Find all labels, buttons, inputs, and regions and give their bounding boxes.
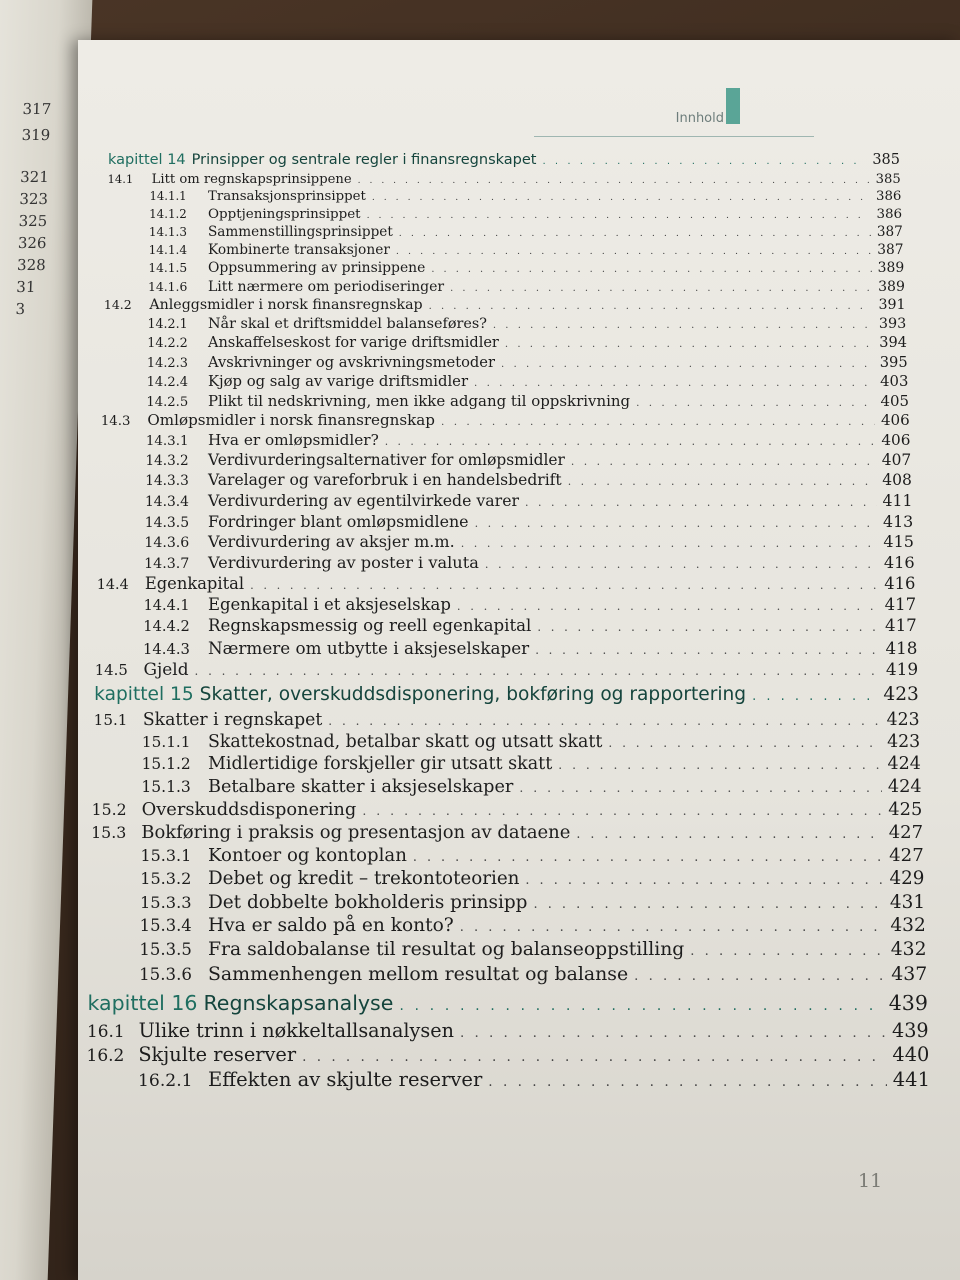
toc-page-number: 391: [878, 297, 906, 314]
toc-entry: [141, 845, 924, 866]
toc-leader: [460, 920, 885, 935]
toc-title: Verdivurdering av aksjer m.m.: [207, 532, 455, 552]
toc-entry: [147, 373, 909, 390]
toc-number: 14.1.4: [148, 243, 188, 258]
toc-leader: [634, 969, 885, 984]
toc-leader: [535, 643, 879, 657]
toc-page-number: 429: [889, 868, 925, 890]
toc-number: kapittel 16: [87, 990, 198, 1015]
toc-entry: [149, 242, 904, 258]
left-page-number: 31: [16, 278, 36, 296]
toc-title: Anskaffelseskost for varige driftsmidler: [207, 334, 499, 351]
toc-title: Effekten av skjulte reserver: [208, 1067, 483, 1091]
toc-leader: [525, 873, 883, 888]
toc-number: 14.3.5: [144, 514, 190, 531]
toc-entry: [148, 260, 904, 276]
toc-page-number: 417: [884, 594, 917, 614]
left-page-number: 3: [15, 300, 26, 318]
toc-page-number: 440: [892, 1043, 930, 1067]
toc-entry: [138, 1068, 930, 1091]
toc-title: Omløpsmidler i norsk finansregnskap: [147, 411, 435, 430]
toc-leader: [558, 758, 881, 772]
toc-title: Kjøp og salg av varige driftsmidler: [207, 372, 469, 390]
toc-leader: [429, 301, 873, 312]
toc-entry: [104, 297, 906, 313]
toc-entry: [94, 710, 920, 730]
toc-leader: [519, 781, 882, 795]
toc-entry: [144, 553, 915, 572]
toc-title: Skjulte reserver: [138, 1043, 297, 1067]
toc-leader: [362, 803, 882, 818]
toc-page-number: 406: [881, 431, 911, 450]
toc-entry: [142, 754, 921, 774]
toc-page-number: 386: [876, 189, 902, 205]
toc-title: Hva er saldo på en konto?: [207, 915, 454, 937]
toc-page-number: 406: [880, 411, 910, 430]
toc-leader: [399, 228, 871, 239]
toc-page-number: 385: [872, 152, 900, 168]
toc-number: 15.3: [91, 823, 127, 843]
toc-page-number: 394: [879, 334, 907, 351]
toc-leader: [568, 475, 877, 488]
toc-leader: [250, 578, 878, 592]
toc-entry: [147, 316, 906, 332]
toc-title: Kombinerte transaksjoner: [207, 242, 390, 259]
toc-number: 16.2.1: [138, 1070, 193, 1091]
toc-number: 14.2.3: [146, 355, 188, 371]
toc-entry: [146, 451, 912, 469]
toc-page-number: 389: [877, 260, 905, 277]
toc-number: 15.1: [93, 710, 128, 729]
toc-entry: [87, 1019, 929, 1042]
toc-leader: [328, 714, 880, 728]
toc-number: 15.3.2: [140, 869, 192, 889]
toc-entry: [95, 659, 918, 679]
toc-entry: [101, 411, 910, 429]
toc-title: Avskrivninger og avskrivningsmetoder: [207, 353, 495, 371]
toc-title: Verdivurderingsalternativer for omløpsmidler: [207, 450, 565, 469]
toc-chapter: [88, 991, 928, 1015]
toc-entry: [149, 189, 901, 204]
toc-number: 14.4.2: [143, 618, 190, 636]
toc-leader: [493, 320, 873, 331]
toc-title: Midlertidige forskjeller gir utsatt skatt: [207, 754, 553, 775]
toc-page-number: 395: [879, 353, 908, 371]
toc-entry: [92, 799, 923, 820]
toc-leader: [608, 736, 881, 750]
toc-title: Regnskapsmessig og reell egenkapital: [207, 616, 532, 636]
toc-leader: [752, 689, 877, 704]
toc-title: Nærmere om utbytte i aksjeselskaper: [207, 637, 530, 658]
toc-number: 14.1.3: [148, 225, 187, 240]
toc-number: 15.2: [91, 800, 127, 820]
toc-title: Egenkapital: [144, 573, 245, 593]
toc-title: Regnskapsanalyse: [203, 990, 394, 1015]
toc-entry: [87, 1043, 930, 1066]
toc-entry: [140, 915, 926, 936]
toc-entry: [147, 354, 908, 371]
toc-number: kapittel 15: [94, 684, 194, 706]
toc-number: 14.3.2: [145, 452, 189, 469]
toc-leader: [450, 283, 872, 294]
toc-number: 14.2.2: [147, 335, 188, 351]
toc-entry: [140, 892, 925, 913]
toc-leader: [542, 156, 866, 167]
toc-page-number: 437: [891, 962, 928, 985]
toc-leader: [367, 210, 871, 221]
toc-page-number: 423: [886, 709, 920, 730]
toc-page-number: 393: [878, 315, 907, 332]
toc-leader: [505, 339, 873, 350]
left-page-number: 317: [22, 100, 52, 118]
toc-number: 14.2.4: [146, 374, 189, 390]
toc-page-number: 423: [883, 684, 919, 706]
book-page: [78, 40, 960, 1280]
toc-number: 16.1: [87, 1020, 125, 1041]
toc-title: Egenkapital i et aksjeselskap: [207, 594, 451, 614]
toc-number: 15.1.2: [141, 755, 191, 774]
toc-number: 14.3.3: [145, 473, 189, 490]
toc-number: kapittel 14: [108, 152, 186, 168]
toc-title: Oppsummering av prinsippene: [207, 260, 426, 277]
toc-entry: [144, 532, 914, 551]
toc-number: 14.5: [94, 661, 128, 680]
toc-entry: [139, 963, 927, 985]
toc-title: Sammenstillingsprinsippet: [207, 224, 393, 241]
toc-title: Transaksjonsprinsippet: [207, 189, 366, 205]
toc-page-number: 432: [890, 915, 926, 937]
toc-title: Skatter, overskuddsdisponering, bokføring og rapportering: [199, 684, 747, 706]
toc-page-number: 417: [885, 616, 917, 636]
toc-title: Hva er omløpsmidler?: [207, 431, 379, 450]
toc-title: Betalbare skatter i aksjeselskaper: [207, 776, 514, 797]
toc-entry: [145, 491, 913, 510]
toc-title: Opptjeningsprinsippet: [207, 206, 361, 222]
toc-page-number: 387: [877, 242, 904, 259]
toc-entry: [145, 512, 914, 531]
toc-leader: [501, 358, 874, 370]
toc-page-number: 408: [882, 471, 912, 490]
left-page-number: 328: [16, 256, 47, 274]
toc-number: 16.2: [86, 1046, 125, 1067]
toc-leader: [576, 826, 882, 841]
toc-leader: [457, 599, 879, 613]
toc-page-number: 416: [884, 573, 916, 593]
toc-page-number: 418: [885, 637, 918, 658]
toc-leader: [537, 620, 879, 634]
toc-number: 15.3.5: [139, 940, 192, 960]
toc-entry: [143, 638, 917, 658]
toc-entry: [140, 868, 924, 889]
toc-page-number: 386: [876, 206, 903, 222]
table-of-contents: [78, 40, 960, 1280]
toc-page-number: 416: [883, 552, 915, 572]
toc-entry: [147, 335, 907, 351]
toc-chapter: [94, 684, 919, 705]
toc-title: Fordringer blant omløpsmidlene: [207, 511, 469, 531]
toc-leader: [475, 517, 877, 530]
toc-leader: [385, 435, 876, 448]
toc-number: 14.2.5: [146, 394, 189, 410]
toc-title: Overskuddsdisponering: [141, 799, 357, 821]
toc-entry: [139, 939, 926, 960]
toc-number: 15.3.6: [139, 964, 192, 984]
toc-page-number: 432: [890, 939, 927, 961]
toc-leader: [525, 496, 877, 509]
toc-number: 14.2: [103, 297, 132, 313]
toc-number: 15.1.1: [141, 732, 191, 751]
toc-title: Verdivurdering av poster i valuta: [207, 552, 479, 572]
toc-page-number: 405: [880, 391, 910, 410]
toc-title: Skatter i regnskapet: [142, 709, 323, 730]
toc-title: Bokføring i praksis og presentasjon av dataene: [141, 822, 571, 844]
toc-number: 14.3.1: [145, 434, 189, 450]
toc-entry: [149, 224, 903, 240]
toc-page-number: 439: [891, 1018, 929, 1042]
toc-number: 14.3: [100, 414, 131, 430]
toc-leader: [571, 455, 876, 468]
toc-title: Kontoer og kontoplan: [207, 845, 407, 867]
toc-number: 14.3.6: [144, 535, 190, 552]
toc-leader: [441, 416, 875, 428]
toc-page-number: 439: [888, 990, 928, 1015]
toc-page-number: 425: [888, 799, 923, 821]
toc-leader: [485, 557, 878, 571]
toc-chapter: [108, 152, 900, 168]
toc-page-number: 423: [887, 731, 921, 752]
toc-leader: [690, 944, 884, 959]
toc-page-number: 413: [882, 511, 914, 531]
toc-page-number: 403: [880, 372, 909, 390]
toc-page-number: 441: [892, 1067, 930, 1091]
toc-leader: [460, 1026, 886, 1041]
toc-leader: [358, 175, 870, 186]
left-page-number: 323: [19, 190, 49, 208]
toc-number: 14.1: [107, 171, 134, 186]
toc-number: 14.3.7: [144, 555, 190, 572]
toc-leader: [372, 192, 870, 203]
toc-page-number: 411: [882, 491, 913, 511]
left-page-number: 326: [17, 234, 47, 252]
toc-page-number: 424: [887, 754, 921, 775]
toc-entry: [148, 279, 905, 295]
toc-entry: [145, 471, 912, 489]
toc-number: 15.3.1: [140, 846, 192, 866]
toc-number: 15.1.3: [141, 777, 191, 796]
toc-title: Skattekostnad, betalbar skatt og utsatt skatt: [207, 731, 603, 752]
toc-page-number: 387: [876, 224, 903, 241]
toc-title: Litt om regnskapsprinsippene: [151, 171, 352, 187]
toc-title: Varelager og vareforbruk i en handelsbedrift: [207, 471, 562, 490]
page-number: 11: [858, 1170, 883, 1192]
toc-number: 14.4.1: [143, 597, 190, 614]
left-page-number: 321: [19, 168, 50, 186]
toc-leader: [534, 897, 884, 912]
toc-entry: [97, 574, 916, 593]
toc-leader: [431, 264, 871, 275]
toc-leader: [461, 537, 878, 550]
toc-page-number: 424: [887, 776, 922, 797]
toc-page-number: 407: [881, 450, 912, 469]
toc-entry: [146, 392, 909, 410]
toc-title: Fra saldobalanse til resultat og balanseoppstilling: [207, 939, 685, 961]
toc-title: Det dobbelte bokholderis prinsipp: [207, 891, 528, 913]
toc-entry: [107, 172, 900, 187]
toc-number: 14.1.6: [148, 279, 188, 294]
toc-title: Gjeld: [143, 659, 189, 680]
running-header: Innhold: [675, 111, 724, 126]
toc-number: 14.4: [96, 576, 129, 593]
toc-page-number: 385: [875, 171, 901, 187]
toc-leader: [302, 1049, 886, 1065]
toc-page-number: 431: [889, 891, 926, 913]
left-page-number: 319: [21, 126, 51, 144]
toc-entry: [146, 431, 911, 449]
toc-entry: [91, 822, 923, 843]
toc-number: 14.1.1: [149, 189, 187, 204]
toc-entry: [149, 207, 902, 222]
toc-title: Plikt til nedskrivning, men ikke adgang til oppskrivning: [207, 391, 631, 410]
toc-entry: [142, 732, 920, 752]
toc-number: 14.4.3: [143, 640, 190, 658]
toc-entry: [144, 595, 916, 614]
toc-entry: [141, 777, 921, 797]
toc-leader: [413, 849, 883, 864]
toc-leader: [474, 377, 874, 389]
toc-page-number: 419: [885, 659, 919, 680]
left-page-number: 325: [18, 212, 48, 230]
toc-page-number: 427: [889, 845, 924, 867]
toc-page-number: 389: [878, 278, 905, 295]
toc-title: Ulike trinn i nøkkeltallsanalysen: [138, 1018, 454, 1042]
toc-leader: [396, 246, 871, 257]
toc-leader: [636, 397, 874, 409]
toc-number: 14.1.2: [149, 206, 187, 221]
toc-number: 15.3.4: [139, 916, 192, 936]
toc-entry: [143, 616, 916, 635]
toc-page-number: 415: [883, 532, 914, 552]
toc-leader: [195, 664, 880, 678]
toc-number: 14.1.5: [148, 261, 188, 276]
toc-leader: [488, 1074, 886, 1090]
toc-title: Når skal et driftsmiddel balanseføres?: [207, 315, 487, 332]
toc-title: Prinsipper og sentrale regler i finansregnskapet: [191, 152, 537, 168]
toc-title: Anleggsmidler i norsk finansregnskap: [149, 297, 423, 314]
toc-number: 14.3.4: [144, 494, 189, 511]
toc-title: Litt nærmere om periodiseringer: [207, 278, 445, 295]
toc-leader: [399, 998, 882, 1014]
toc-title: Debet og kredit – trekontoteorien: [207, 868, 520, 890]
toc-title: Verdivurdering av egentilvirkede varer: [207, 491, 520, 511]
toc-page-number: 427: [888, 822, 924, 844]
toc-title: Sammenhengen mellom resultat og balanse: [207, 962, 629, 985]
toc-number: 15.3.3: [139, 892, 192, 912]
toc-number: 14.2.1: [147, 315, 188, 331]
